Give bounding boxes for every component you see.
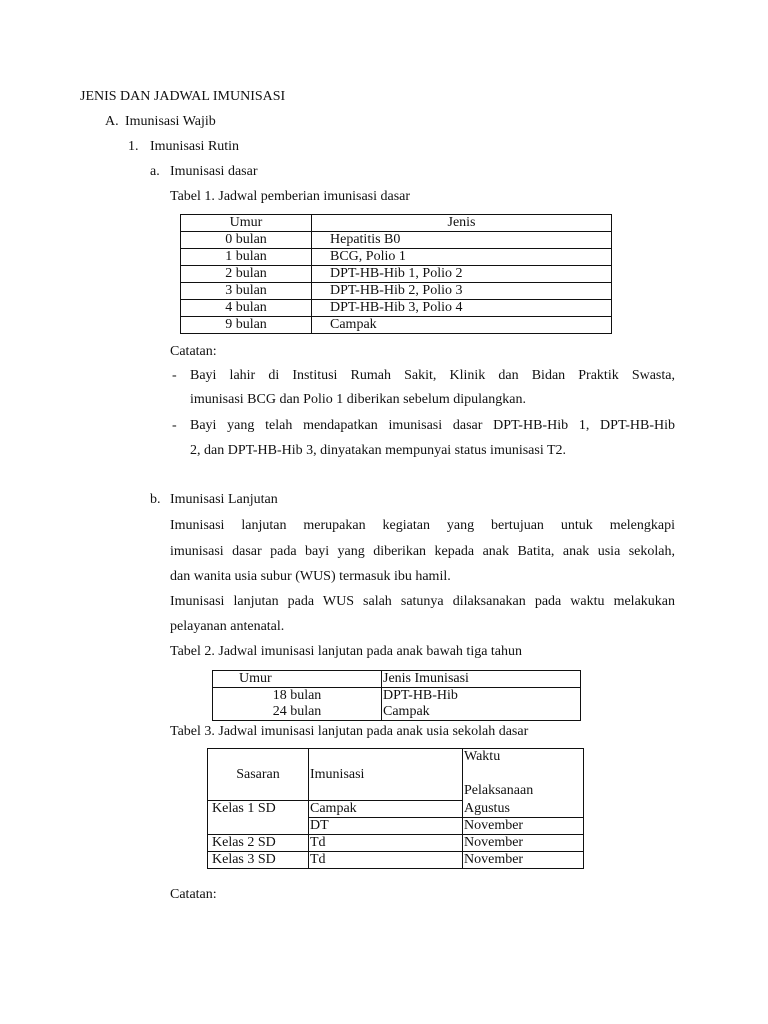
table1 [180, 214, 612, 334]
cell: 24 bulan [213, 704, 382, 721]
cell: DT [309, 818, 463, 835]
table-header-row [213, 671, 581, 688]
paragraph-line: imunisasi dasar pada bayi yang diberikan kepada anak Batita, anak usia sekolah, [170, 544, 675, 559]
cell: 0 bulan [181, 232, 312, 249]
cell: November [463, 818, 584, 835]
table3 [207, 748, 584, 869]
cell: Td [309, 835, 463, 852]
paragraph-line: Imunisasi lanjutan pada WUS salah satunya dilaksanakan pada waktu melakukan [170, 594, 675, 609]
bullet-dash: - [172, 418, 177, 433]
cell: DPT-HB-Hib 2, Polio 3 [312, 283, 612, 300]
cell: 4 bulan [181, 300, 312, 317]
table-row [181, 266, 612, 283]
table-row [181, 300, 612, 317]
table-row [213, 688, 581, 705]
table3-caption: Tabel 3. Jadwal imunisasi lanjutan pada anak usia sekolah dasar [170, 724, 529, 739]
cell: 2 bulan [181, 266, 312, 283]
section-a-marker: A. [105, 114, 119, 129]
cell: 3 bulan [181, 283, 312, 300]
table2-caption: Tabel 2. Jadwal imunisasi lanjutan pada anak bawah tiga tahun [170, 644, 523, 659]
header-cell [463, 749, 584, 801]
cell: Kelas 1 SD [208, 801, 309, 818]
cell: Campak [309, 801, 463, 818]
header-cell: Sasaran [208, 749, 309, 801]
note-line: imunisasi BCG dan Polio 1 diberikan sebelum dipulangkan. [190, 392, 526, 407]
table1-caption: Tabel 1. Jadwal pemberian imunisasi dasar [170, 189, 411, 204]
header-cell: Imunisasi [309, 749, 463, 801]
cell: DPT-HB-Hib 3, Polio 4 [312, 300, 612, 317]
table-header-row [181, 215, 612, 232]
cell: November [463, 835, 584, 852]
note-line: Bayi yang telah mendapatkan imunisasi dasar DPT-HB-Hib 1, DPT-HB-Hib [190, 418, 675, 433]
note-line: Bayi lahir di Institusi Rumah Sakit, Klinik dan Bidan Praktik Swasta, [190, 368, 675, 383]
cell: Campak [312, 317, 612, 334]
header-cell: Umur [181, 215, 312, 232]
cell: DPT-HB-Hib [382, 688, 581, 705]
table-row [213, 704, 581, 721]
table-row [181, 283, 612, 300]
cell: 9 bulan [181, 317, 312, 334]
cell: Kelas 2 SD [208, 835, 309, 852]
table-row [208, 852, 584, 869]
table-row [181, 317, 612, 334]
notes2-label: Catatan: [170, 887, 217, 902]
header-cell: Jenis [312, 215, 612, 232]
cell [208, 818, 309, 835]
cell: Hepatitis B0 [312, 232, 612, 249]
section-b-heading: Imunisasi Lanjutan [170, 492, 278, 507]
table-row [181, 249, 612, 266]
header-cell: Umur [213, 671, 382, 688]
table-row [181, 232, 612, 249]
cell: Kelas 3 SD [208, 852, 309, 869]
bullet-dash: - [172, 368, 177, 383]
header-cell: Jenis Imunisasi [382, 671, 581, 688]
section-1-heading: Imunisasi Rutin [150, 139, 240, 154]
table2 [212, 670, 581, 721]
section-a-heading: Imunisasi Wajib [125, 114, 216, 129]
section-a-sub-heading: Imunisasi dasar [170, 164, 258, 179]
cell: BCG, Polio 1 [312, 249, 612, 266]
header-text: Pelaksanaan [464, 783, 534, 798]
cell: Campak [382, 704, 581, 721]
cell: DPT-HB-Hib 1, Polio 2 [312, 266, 612, 283]
section-1-marker: 1. [128, 139, 139, 154]
note-line: 2, dan DPT-HB-Hib 3, dinyatakan mempunyai status imunisasi T2. [190, 443, 567, 458]
table-row [208, 801, 584, 818]
paragraph-line: pelayanan antenatal. [170, 619, 285, 634]
cell: Agustus [463, 801, 584, 818]
header-text: Waktu [464, 749, 501, 764]
table-row [208, 818, 584, 835]
notes1-label: Catatan: [170, 344, 217, 359]
cell: Td [309, 852, 463, 869]
section-a-sub-marker: a. [150, 164, 160, 179]
table-header-row [208, 749, 584, 801]
document-title: JENIS DAN JADWAL IMUNISASI [80, 89, 286, 104]
table-row [208, 835, 584, 852]
cell: 1 bulan [181, 249, 312, 266]
cell: November [463, 852, 584, 869]
section-b-marker: b. [150, 492, 161, 507]
paragraph-line: Imunisasi lanjutan merupakan kegiatan yang bertujuan untuk melengkapi [170, 518, 675, 533]
cell: 18 bulan [213, 688, 382, 705]
paragraph-line: dan wanita usia subur (WUS) termasuk ibu hamil. [170, 569, 451, 584]
